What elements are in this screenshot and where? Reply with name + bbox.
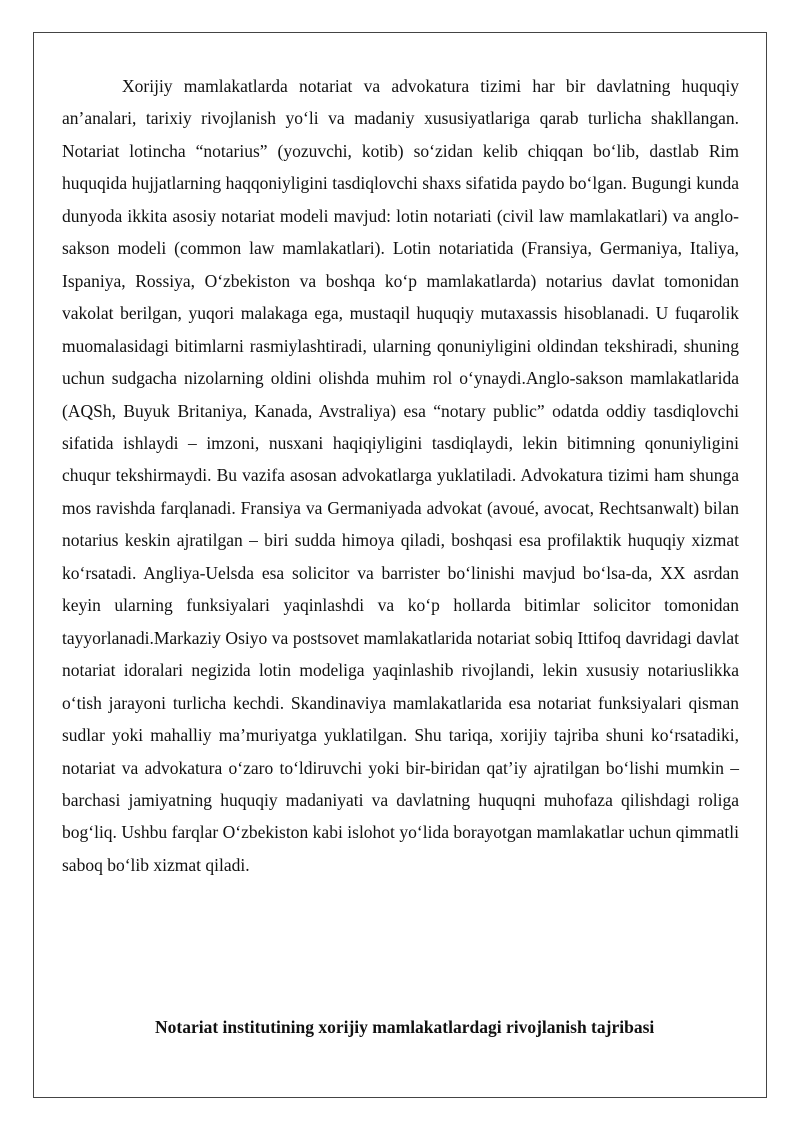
section-heading: Notariat institutining xorijiy mamlakatlardagi rivojlanish tajribasi (155, 1017, 655, 1037)
body-paragraph: Xorijiy mamlakatlarda notariat va advokatura tizimi har bir davlatning huquqiy an’analari, tarixiy rivojlanish yo‘li va madaniy xususiyatlariga qarab turlicha shakllangan. Notariat lotincha “notarius” (yozuvchi, kotib) so‘zidan kelib chiqqan bo‘lib, dastlab Rim huquqida hujjatlarning haqqoniyligini tasdiqlovchi shaxs sifatida paydo bo‘lgan. Bugungi kunda dunyoda ikkita asosiy notariat modeli mavjud: lotin notariati (civil law mamlakatlari) va anglo-sakson modeli (common law mamlakatlari). Lotin notariatida (Fransiya, Germaniya, Italiya, Ispaniya, Rossiya, O‘zbekiston va boshqa ko‘p mamlakatlarda) notarius davlat tomonidan vakolat berilgan, yuqori malakaga ega, mustaqil huquqiy mutaxassis hisoblanadi. U fuqarolik muomalasidagi bitimlarni rasmiylashtiradi, ularning qonuniyligini oldindan tekshiradi, shuning uchun sudgacha nizolarning oldini olishda muhim rol o‘ynaydi.Anglo-sakson mamlakatlarida (AQSh, Buyuk Britaniya, Kanada, Avstraliya) esa “notary public” odatda oddiy tasdiqlovchi sifatida ishlaydi – imzoni, nusxani haqiqiyligini tasdiqlaydi, lekin bitimning qonuniyligini chuqur tekshirmaydi. Bu vazifa asosan advokatlarga yuklatiladi. Advokatura tizimi ham shunga mos ravishda farqlanadi. Fransiya va Germaniyada advokat (avoué, avocat, Rechtsanwalt) bilan notarius keskin ajratilgan – biri sudda himoya qiladi, boshqasi esa profilaktik huquqiy xizmat ko‘rsatadi. Angliya-Uelsda esa solicitor va barrister bo‘linishi mavjud bo‘lsa-da, XX asrdan keyin ularning funksiyalari yaqinlashdi va ko‘p hollarda bitimlar solicitor tomonidan tayyorlanadi.Markaziy Osiyo va postsovet mamlakatlarida notariat sobiq Ittifoq davridagi davlat notariat idoralari negizida lotin modeliga yaqinlashib rivojlandi, lekin xususiy notariuslikka o‘tish jarayoni turlicha kechdi. Skandinaviya mamlakatlarida esa notariat funksiyalari qisman sudlar yoki mahalliy ma’muriyatga yuklatilgan. Shu tariqa, xorijiy tajriba shuni ko‘rsatadiki, notariat va advokatura o‘zaro to‘ldiruvchi yoki bir-biridan qat’iy ajratilgan bo‘lishi mumkin – barchasi jamiyatning huquqiy madaniyati va davlatning huquqni muhofaza qilishdagi roliga bog‘liq. Ushbu farqlar O‘zbekiston kabi islohot yo‘lida borayotgan mamlakatlar uchun qimmatli saboq bo‘lib xizmat qiladi. (62, 76, 739, 875)
